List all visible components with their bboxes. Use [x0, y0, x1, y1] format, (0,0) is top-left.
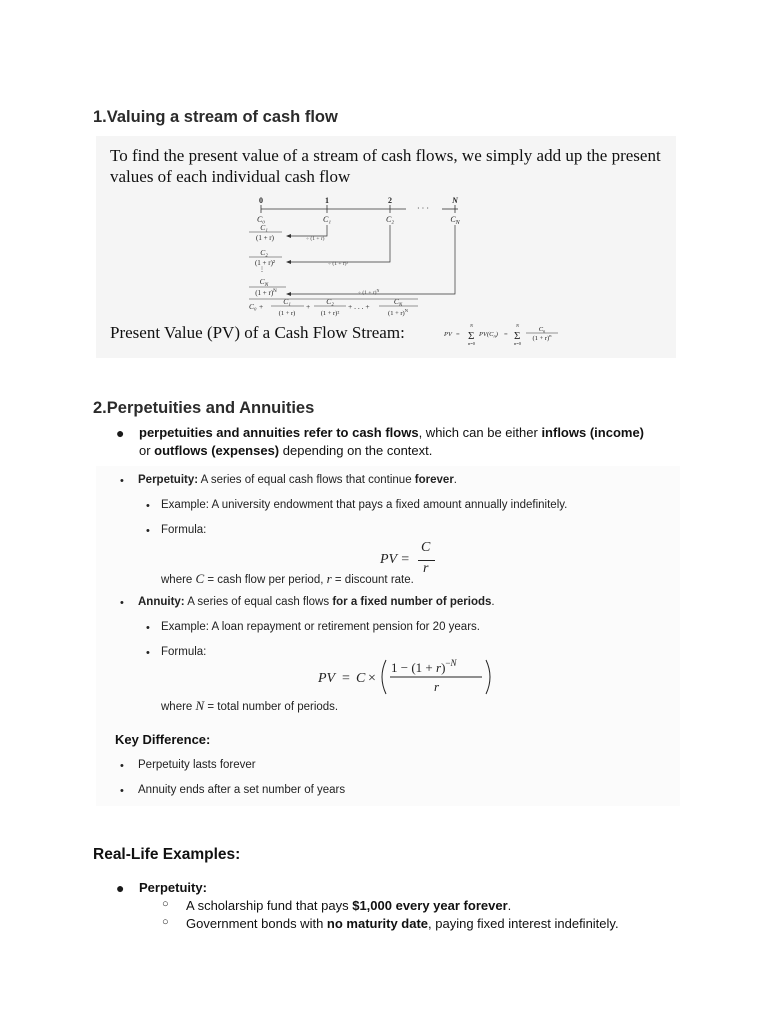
svg-text:PV(Cn): $PV(C_n)$	[479, 331, 498, 339]
bullet-dot: •	[120, 475, 124, 487]
discounted-c1-den: (1 + r)	[256, 234, 274, 242]
svg-text:Σ: Σ	[514, 330, 521, 342]
bullet-dot: •	[120, 760, 124, 772]
var-r: r	[326, 571, 332, 586]
perpetuity-example-label: Perpetuity:	[139, 880, 207, 895]
svg-text:+: +	[306, 302, 311, 311]
text-segment: Government bonds with	[186, 916, 327, 931]
bold-cash-flows: perpetuities and annuities refer to cash flows	[139, 425, 419, 440]
svg-text:+ . . . +: + . . . +	[348, 302, 370, 311]
var-n: N	[195, 698, 205, 713]
text-segment: .	[491, 596, 495, 608]
bold-amount: $1,000 every year forever	[352, 898, 508, 913]
bold-fixed-periods: for a fixed number of periods	[332, 596, 492, 608]
ellipsis: · · ·	[417, 204, 429, 213]
cash-flow-c1: C₁	[322, 215, 332, 224]
text-segment: or	[139, 443, 155, 458]
text-segment: A series of equal cash flows that continue	[198, 474, 415, 486]
svg-text:Cn: $C_n$	[538, 326, 546, 334]
pv-label: Present Value (PV) of a Cash Flow Stream:	[110, 323, 405, 342]
text-segment: A scholarship fund that pays	[186, 898, 353, 913]
discount-op-n: ÷ $(1 + r)^N$	[358, 288, 380, 296]
discount-op-2: ÷ (1 + r)²	[328, 261, 349, 267]
svg-text:(1 + r)N: $(1 + r)^N$	[388, 308, 408, 317]
text-segment: .	[507, 898, 512, 913]
section-heading-3: Real-Life Examples:	[93, 846, 241, 863]
text-segment: depending on the context.	[279, 443, 433, 458]
period-label-1: 1	[325, 196, 329, 205]
text-segment: A series of equal cash flows	[184, 596, 333, 608]
perpetuity-annuity-figure: • Perpetuity: A series of equal cash flows that continue forever. • Example: A university endowment that pays a fixed amount annually indefinitely. • Formula: PV = C r where C = cash flow per period, r = discount rate. • Annuity: A series of equal cash flows for a fixed number of periods. • Example: A loan repayment or retirement pension for 20 years. • Formula: PV = C × $1 - (1 + r)^{-N}$ r where N = total number of periods. Key Difference: • Perpetuity lasts forever • Annuity ends after a set number of years	[96, 466, 680, 806]
svg-text:(1 + r)²: (1 + r)²	[320, 310, 340, 317]
bullet-dot: ●	[116, 425, 125, 441]
text-segment: = cash flow per period,	[204, 574, 327, 586]
pv-stream-formula	[443, 323, 558, 346]
bullet-dot: •	[146, 525, 150, 537]
annuity-example: Example: A loan repayment or retirement pension for 20 years.	[161, 621, 480, 633]
text-segment: .	[453, 474, 457, 486]
svg-text:N: N	[470, 323, 474, 328]
discount-op-1: ÷ (1 + r)	[306, 236, 325, 242]
discounted-c2-den: (1 + r)²	[254, 259, 276, 267]
key-difference-title: Key Difference:	[115, 732, 211, 747]
bold-inflows: inflows (income)	[541, 425, 644, 440]
svg-text:CN: $C_N$	[393, 297, 403, 308]
text-segment: = discount rate.	[331, 574, 414, 586]
period-label-2: 2	[388, 196, 392, 205]
section-heading-1: 1.Valuing a stream of cash flow	[93, 108, 338, 126]
text-segment: = total number of periods.	[204, 701, 339, 713]
perpetuity-definition	[138, 474, 457, 486]
svg-text:r: r	[434, 679, 440, 694]
section-heading-2: 2.Perpetuities and Annuities	[93, 399, 315, 417]
period-label-n: N	[452, 196, 458, 205]
svg-text:×: ×	[368, 671, 376, 686]
svg-text:n=0: n=0	[468, 341, 476, 346]
real-life-example-item	[186, 897, 511, 915]
discounted-cn-den: $(1 + r)^N$	[255, 289, 277, 297]
period-label-0: 0	[259, 196, 263, 205]
svg-text:n=0: n=0	[514, 341, 522, 346]
bullet-dot: •	[146, 500, 150, 512]
svg-text:PV: PV	[444, 331, 452, 338]
intro-text: To find the present value of a stream of cash flows, we simply add up the present values of each individual cash flow	[110, 146, 661, 186]
svg-text:=: =	[456, 331, 460, 338]
svg-text:C₀ +: C₀ +	[249, 302, 264, 311]
text-segment: where	[161, 701, 196, 713]
svg-text:(1 + r): (1 + r)	[278, 310, 296, 317]
svg-text:C₁: C₁	[283, 297, 291, 306]
annuity-definition	[138, 596, 495, 608]
vertical-dots: ⋮	[259, 267, 265, 273]
bold-outflows: outflows (expenses)	[154, 443, 280, 458]
real-life-example-item	[186, 915, 619, 933]
bold-no-maturity: no maturity date	[326, 916, 429, 931]
svg-text:C₂: C₂	[326, 297, 334, 306]
cash-flow-cn: $C_N$	[450, 215, 460, 226]
var-c: C	[195, 571, 205, 586]
annuity-label: Annuity:	[138, 596, 185, 608]
annuity-formula	[316, 656, 506, 698]
perpetuity-where	[161, 571, 414, 587]
sub-bullet-circle: ○	[162, 898, 169, 910]
cash-flow-c0: C₀	[256, 215, 266, 224]
bullet-dot: •	[120, 785, 124, 797]
text-segment: , which can be either	[418, 425, 542, 440]
svg-text:C: C	[356, 671, 366, 686]
cash-flow-definition-bullet	[139, 424, 659, 460]
discounted-c2-num: C₂	[260, 248, 268, 257]
discounted-cn-num: $C_N$	[259, 277, 269, 288]
svg-text:=: =	[504, 331, 508, 338]
bullet-dot: •	[146, 622, 150, 634]
text-segment: , paying fixed interest indefinitely.	[428, 916, 619, 931]
perpetuity-formula-label: Formula:	[161, 524, 207, 536]
text-segment: where	[161, 574, 196, 586]
svg-text:1 − (1 + r)−N: $1 - (1 + r)^{-N}$	[391, 658, 457, 675]
cash-flow-c2: C₂	[385, 215, 395, 224]
discounted-c1-num: C₁	[260, 223, 268, 232]
bullet-dot: ●	[116, 880, 125, 896]
svg-text:(1 + r)n: $(1 + r)^n$	[532, 333, 552, 342]
bullet-dot: •	[146, 647, 150, 659]
svg-text:=: =	[342, 671, 350, 686]
bullet-dot: •	[120, 597, 124, 609]
perpetuity-example: Example: A university endowment that pays a fixed amount annually indefinitely.	[161, 499, 568, 511]
svg-text:N: N	[516, 323, 520, 328]
svg-text:Σ: Σ	[468, 330, 475, 342]
perpetuity-label: Perpetuity:	[138, 474, 199, 486]
key-difference-item: Perpetuity lasts forever	[138, 759, 256, 771]
bold-forever: forever	[414, 474, 454, 486]
present-value-sum	[249, 297, 418, 317]
svg-text:PV: PV	[318, 671, 336, 686]
annuity-formula-label: Formula:	[161, 646, 207, 658]
annuity-where	[161, 698, 338, 714]
cash-flow-stream-figure	[96, 136, 676, 358]
sub-bullet-circle: ○	[162, 916, 169, 928]
key-difference-item: Annuity ends after a set number of years	[138, 784, 346, 796]
